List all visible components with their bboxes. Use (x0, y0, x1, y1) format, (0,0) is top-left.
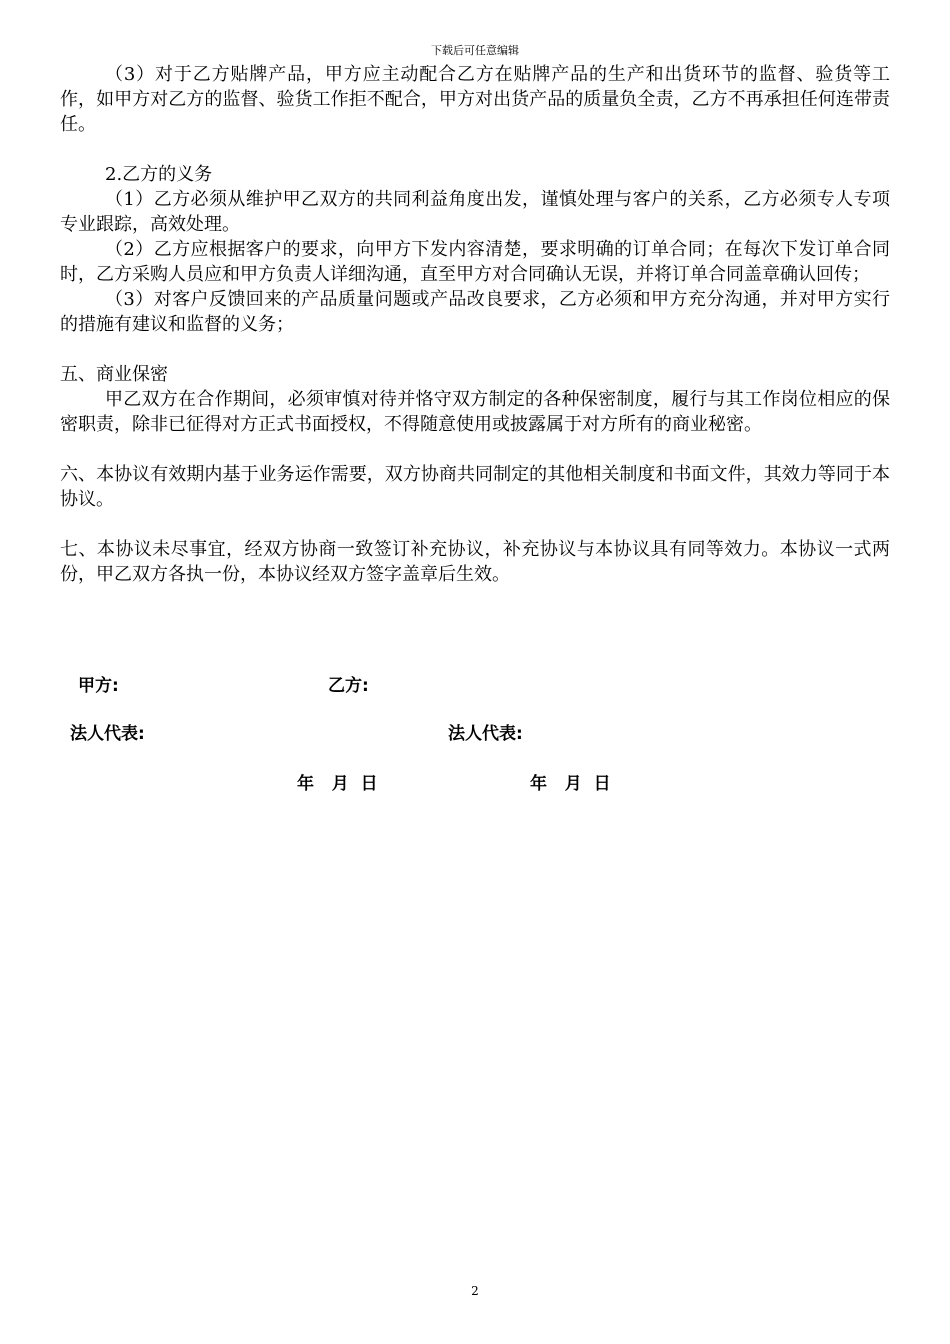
section-heading-party-b-obligations: 2.乙方的义务 (105, 164, 213, 185)
paragraph-party-b-3: （3）对客户反馈回来的产品质量问题或产品改良要求，乙方必须和甲方充分沟通，并对甲方实行的措施有建议和监督的义务； (60, 289, 890, 335)
paragraph-3-brand-products: （3）对于乙方贴牌产品，甲方应主动配合乙方在贴牌产品的生产和出货环节的监督、验货等工作，如甲方对乙方的监督、验货工作拒不配合，甲方对出货产品的质量负全责，乙方不再承担任何连带责任。 (60, 64, 890, 135)
document-body (60, 62, 890, 587)
party-b-label: 乙方: (328, 676, 369, 696)
paragraph-gap (60, 437, 890, 462)
section-six: 六、本协议有效期内基于业务运作需要，双方协商共同制定的其他相关制度和书面文件，其效力等同于本协议。 (60, 464, 890, 510)
date-a-label: 年 月 日 (297, 774, 378, 794)
page-number: 2 (471, 1284, 479, 1298)
legal-rep-a-label: 法人代表: (70, 724, 145, 744)
paragraph-party-b-2: （2）乙方应根据客户的要求，向甲方下发内容清楚，要求明确的订单合同；在每次下发订单合同时，乙方采购人员应和甲方负责人详细沟通，直至甲方对合同确认无误，并将订单合同盖章确认回传； (60, 239, 890, 285)
legal-rep-b-label: 法人代表: (448, 724, 523, 744)
section-heading-confidentiality: 五、商业保密 (60, 364, 168, 385)
date-b-label: 年 月 日 (530, 774, 611, 794)
header-note: 下载后可任意编辑 (431, 44, 519, 57)
section-seven: 七、本协议未尽事宜，经双方协商一致签订补充协议，补充协议与本协议具有同等效力。本协议一式两份，甲乙双方各执一份，本协议经双方签字盖章后生效。 (60, 539, 890, 585)
paragraph-party-b-1: （1）乙方必须从维护甲乙双方的共同利益角度出发，谨慎处理与客户的关系，乙方必须专人专项专业跟踪，高效处理。 (60, 189, 890, 235)
paragraph-gap (60, 137, 890, 162)
paragraph-confidentiality: 甲乙双方在合作期间，必须审慎对待并恪守双方制定的各种保密制度，履行与其工作岗位相应的保密职责，除非已征得对方正式书面授权，不得随意使用或披露属于对方所有的商业秘密。 (60, 389, 890, 435)
paragraph-gap (60, 512, 890, 537)
paragraph-gap (60, 337, 890, 362)
party-a-label: 甲方: (78, 676, 119, 696)
